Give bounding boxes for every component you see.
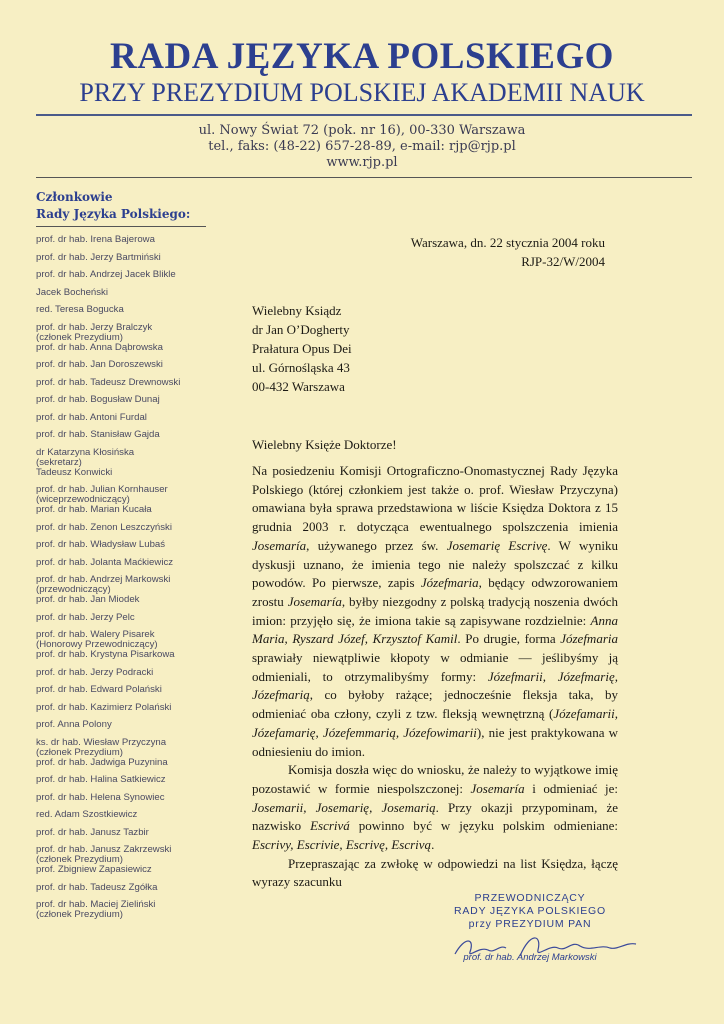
member-item: [36, 305, 226, 323]
member-name: prof. dr hab. Tadeusz Zgółka: [36, 881, 158, 893]
member-name: prof. dr hab. Janusz Zakrzewski: [36, 844, 172, 855]
letter-reference: RJP-32/W/2004: [521, 254, 605, 269]
member-item: [36, 703, 226, 721]
member-item: [36, 845, 226, 865]
member-name: red. Teresa Bogucka: [36, 304, 124, 315]
website-line: www.rjp.pl: [326, 155, 398, 170]
member-name: prof. dr hab. Kazimierz Polański: [36, 701, 172, 713]
member-item: [36, 775, 226, 793]
member-item: [36, 505, 226, 523]
member-name: Tadeusz Konwicki: [36, 466, 113, 478]
recipient-line: Wielebny Ksiądz: [252, 303, 342, 318]
member-name: prof. dr hab. Marian Kucała: [36, 504, 152, 515]
member-name: prof. dr hab. Andrzej Markowski: [36, 574, 171, 585]
member-name: prof. dr hab. Jan Doroszewski: [36, 359, 163, 370]
letter-date: Warszawa, dn. 22 stycznia 2004 roku: [410, 235, 605, 250]
member-item: [36, 413, 226, 431]
member-item: [36, 523, 226, 541]
member-item: [36, 395, 226, 413]
member-item: [36, 558, 226, 576]
member-name: prof. Anna Polony: [36, 719, 112, 730]
member-name: prof. dr hab. Anna Dąbrowska: [36, 341, 163, 353]
member-item: [36, 378, 226, 396]
member-item: [36, 323, 226, 343]
member-role: (Honorowy Przewodniczący): [36, 639, 158, 650]
member-name: ks. dr hab. Wiesław Przyczyna: [36, 736, 167, 748]
member-name: prof. Zbigniew Zapasiewicz: [36, 864, 152, 875]
member-item: [36, 360, 226, 378]
member-name: prof. dr hab. Władysław Lubaś: [36, 539, 166, 550]
signatory-name: prof. dr hab. Andrzej Markowski: [463, 952, 597, 963]
letter-body: [252, 462, 618, 892]
member-role: (przewodniczący): [36, 584, 111, 595]
member-name: prof. dr hab. Zenon Leszczyński: [36, 521, 172, 533]
members-divider: [36, 226, 206, 227]
member-name: prof. dr hab. Tadeusz Drewnowski: [36, 376, 181, 388]
letterhead-title: RADA JĘZYKA POLSKIEGO: [110, 36, 614, 77]
member-role: (sekretarz): [36, 456, 82, 468]
member-name: prof. dr hab. Antoni Furdal: [36, 411, 147, 423]
member-name: prof. dr hab. Krystyna Pisarkowa: [36, 649, 175, 660]
member-item: [36, 235, 226, 253]
date-block: [355, 233, 605, 271]
member-name: red. Adam Szostkiewicz: [36, 809, 138, 820]
recipient-address: [252, 301, 352, 396]
member-role: (członek Prezydium): [36, 746, 123, 758]
member-name: prof. dr hab. Jerzy Podracki: [36, 666, 154, 678]
members-heading: Członkowie Rady Języka Polskiego:: [36, 190, 191, 221]
recipient-line: dr Jan O’Dogherty: [252, 322, 350, 337]
recipient-line: 00-432 Warszawa: [252, 379, 345, 394]
stamp-line: RADY JĘZYKA POLSKIEGO: [454, 905, 606, 917]
member-item: [36, 485, 226, 505]
member-item: [36, 865, 226, 883]
stamp-line: przy PREZYDIUM PAN: [468, 918, 592, 930]
contact-line: tel., faks: (48-22) 657-28-89, e-mail: rjp@rjp.pl: [208, 139, 516, 154]
member-item: [36, 650, 226, 668]
paragraph-3: Przepraszając za zwłokę w odpowiedzi na list Księdza, łączę wyrazy szacunku: [252, 855, 618, 890]
member-item: [36, 900, 226, 920]
member-name: prof. dr hab. Jolanta Maćkiewicz: [36, 556, 174, 568]
member-item: [36, 883, 226, 901]
member-role: (wiceprzewodniczący): [36, 494, 130, 505]
member-name: prof. dr hab. Jerzy Bartmiński: [36, 251, 161, 263]
member-name: prof. dr hab. Helena Synowiec: [36, 791, 165, 803]
member-item: [36, 575, 226, 595]
recipient-line: Prałatura Opus Dei: [252, 341, 352, 356]
address-line: ul. Nowy Świat 72 (pok. nr 16), 00-330 Warszawa: [198, 123, 526, 138]
member-item: [36, 828, 226, 846]
member-name: prof. dr hab. Stanisław Gajda: [36, 429, 160, 440]
paragraph-1: Na posiedzeniu Komisji Ortograficzno-Onomastycznej Rady Języka Polskiego (której członkiem jest także o. prof. Wiesław Przyczyna) omawiana była sprawa przedstawiona w liście Księdza Doktora z 15 grudnia 2003 r. dotycząca ewentualnego spolszczenia imienia Josemaría, używanego przez św. Josemarię Escrivę. W wyniku dyskusji uznano, że imienia tego nie należy spolszczać z kilku powodów. Po pierwsze, zapis Józefmaria, będący odwzorowaniem zrostu Josemaría, byłby niezgodny z polską tradycją noszenia dwóch imion: przyjęło się, że imiona takie są zapisywane rozdzielnie: Anna Maria, Ryszard Józef, Krzysztof Kamil. Po drugie, forma Józefmaria sprawiały niewątpliwie kłopoty w odmianie — jeślibyśmy ją odmieniali, to otrzymalibyśmy formy: Józefmarii, Józefmarię, Józefmarią, co byłoby rażące; jednocześnie fleksja taka, by odmieniać oba człony, czyli z tzw. fleksją wewnętrzną (Józefamarii, Józefamarię, Józefemmarią, Józefowimarii), nie jest praktykowana w odniesieniu do imion.: [252, 463, 619, 759]
member-name: prof. dr hab. Maciej Zieliński: [36, 899, 156, 910]
member-name: prof. dr hab. Bogusław Dunaj: [36, 394, 160, 405]
member-item: [36, 613, 226, 631]
member-item: [36, 793, 226, 811]
member-name: dr Katarzyna Kłosińska: [36, 446, 135, 458]
member-name: prof. dr hab. Janusz Tazbir: [36, 826, 149, 838]
member-name: prof. dr hab. Edward Polański: [36, 684, 162, 695]
member-item: [36, 595, 226, 613]
member-name: prof. dr hab. Halina Satkiewicz: [36, 774, 166, 785]
member-item: [36, 720, 226, 738]
member-item: [36, 270, 226, 288]
member-name: prof. dr hab. Jerzy Pelc: [36, 611, 135, 623]
member-name: prof. dr hab. Jadwiga Puzynina: [36, 756, 168, 768]
stamp-line: PRZEWODNICZĄCY: [474, 892, 586, 904]
member-item: [36, 685, 226, 703]
member-item: [36, 430, 226, 448]
member-item: [36, 253, 226, 271]
member-item: [36, 448, 226, 468]
member-role: (członek Prezydium): [36, 909, 123, 920]
member-name: prof. dr hab. Irena Bajerowa: [36, 234, 155, 245]
member-name: prof. dr hab. Jerzy Bralczyk: [36, 321, 153, 333]
member-name: Jacek Bocheński: [36, 286, 108, 298]
member-item: [36, 758, 226, 776]
member-name: prof. dr hab. Andrzej Jacek Blikle: [36, 269, 176, 280]
paragraph-2: Komisja doszła więc do wniosku, że należy to wyjątkowe imię pozostawić w formie niespolszczonej: Josemaría i odmieniać je: Josemarii, Josemarię, Josemarią. Przy okazji przypominam, że nazwisko Escrivá powinno być w języku polskim odmieniane: Escrivy, Escrivie, Escrivę, Escrivą.: [252, 762, 618, 853]
letterhead-rule: [36, 114, 692, 116]
member-name: prof. dr hab. Julian Kornhauser: [36, 484, 168, 495]
member-item: [36, 668, 226, 686]
members-list: [36, 235, 226, 920]
handwritten-signature: [450, 926, 640, 966]
header-divider: [36, 177, 692, 178]
member-name: prof. dr hab. Jan Miodek: [36, 594, 140, 605]
letterhead-address: [0, 123, 724, 171]
member-item: [36, 630, 226, 650]
member-item: [36, 738, 226, 758]
recipient-line: ul. Górnośląska 43: [252, 360, 350, 375]
member-item: [36, 540, 226, 558]
member-item: [36, 468, 226, 486]
letterhead-subtitle: PRZY PREZYDIUM POLSKIEJ AKADEMII NAUK: [79, 78, 645, 107]
salutation: Wielebny Księże Doktorze!: [252, 437, 397, 452]
member-item: [36, 810, 226, 828]
member-item: [36, 343, 226, 361]
member-role: (członek Prezydium): [36, 854, 123, 865]
member-item: [36, 288, 226, 306]
member-name: prof. dr hab. Walery Pisarek: [36, 629, 155, 640]
member-role: (członek Prezydium): [36, 331, 123, 343]
